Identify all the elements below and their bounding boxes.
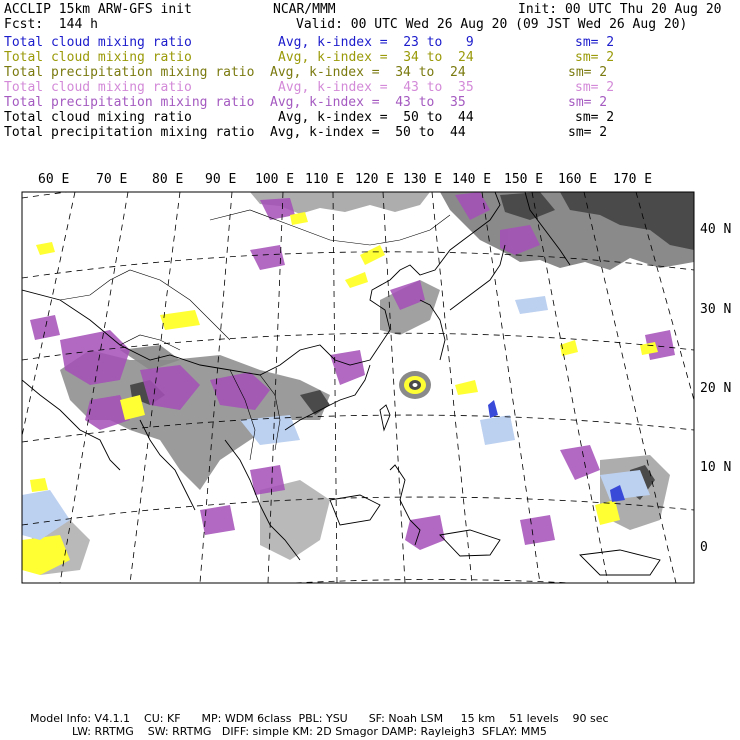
- init-time: Init: 00 UTC Thu 20 Aug 20: [518, 2, 722, 17]
- legend-sm: sm= 2: [575, 80, 615, 95]
- legend-name: Total cloud mixing ratio: [4, 110, 192, 125]
- legend-sm: sm= 2: [575, 35, 615, 50]
- lon-label: 90 E: [205, 172, 237, 187]
- legend-name: Total precipitation mixing ratio: [4, 95, 255, 110]
- lon-label: 130 E: [403, 172, 443, 187]
- forecast-hour: Fcst: 144 h: [4, 17, 98, 32]
- model-info-physics: LW: RRTMG SW: RRTMG DIFF: simple KM: 2D Smagor DAMP: Rayleigh3 SFLAY: MM5: [30, 725, 547, 738]
- legend-name: Total cloud mixing ratio: [4, 80, 192, 95]
- valid-time: Valid: 00 UTC Wed 26 Aug 20 (09 JST Wed 26 Aug 20): [296, 17, 688, 32]
- lon-label: 100 E: [255, 172, 295, 187]
- legend-avg: Avg, k-index = 43 to 35: [270, 95, 466, 110]
- lon-label: 170 E: [613, 172, 653, 187]
- lon-label: 70 E: [96, 172, 128, 187]
- legend-name: Total precipitation mixing ratio: [4, 125, 255, 140]
- legend-sm: sm= 2: [568, 95, 608, 110]
- lon-label: 80 E: [152, 172, 184, 187]
- lat-label: 10 N: [700, 460, 732, 475]
- legend-name: Total precipitation mixing ratio: [4, 65, 255, 80]
- legend-sm: sm= 2: [575, 110, 615, 125]
- legend-sm: sm= 2: [568, 125, 608, 140]
- plot-title: ACCLIP 15km ARW-GFS init: [4, 2, 192, 17]
- legend-avg: Avg, k-index = 23 to 9: [278, 35, 474, 50]
- lon-label: 160 E: [558, 172, 598, 187]
- lat-label: 20 N: [700, 381, 732, 396]
- lon-label: 150 E: [504, 172, 544, 187]
- legend-name: Total cloud mixing ratio: [4, 35, 192, 50]
- legend-sm: sm= 2: [568, 65, 608, 80]
- center-label: NCAR/MMM: [273, 2, 336, 17]
- lat-label: 0: [700, 540, 708, 555]
- legend-name: Total cloud mixing ratio: [4, 50, 192, 65]
- lon-label: 110 E: [305, 172, 345, 187]
- legend-avg: Avg, k-index = 43 to 35: [278, 80, 474, 95]
- model-info: Model Info: V4.1.1 CU: KF MP: WDM 6class PBL: YSU SF: Noah LSM 15 km 51 levels 90 sec: [30, 712, 609, 725]
- lat-label: 30 N: [700, 302, 732, 317]
- legend-avg: Avg, k-index = 50 to 44: [270, 125, 466, 140]
- lon-label: 120 E: [355, 172, 395, 187]
- legend-avg: Avg, k-index = 34 to 24: [278, 50, 474, 65]
- legend-sm: sm= 2: [575, 50, 615, 65]
- lon-label: 140 E: [452, 172, 492, 187]
- typhoon-feature: [399, 371, 431, 399]
- lat-label: 40 N: [700, 222, 732, 237]
- legend-avg: Avg, k-index = 34 to 24: [270, 65, 466, 80]
- legend-avg: Avg, k-index = 50 to 44: [278, 110, 474, 125]
- lon-label: 60 E: [38, 172, 70, 187]
